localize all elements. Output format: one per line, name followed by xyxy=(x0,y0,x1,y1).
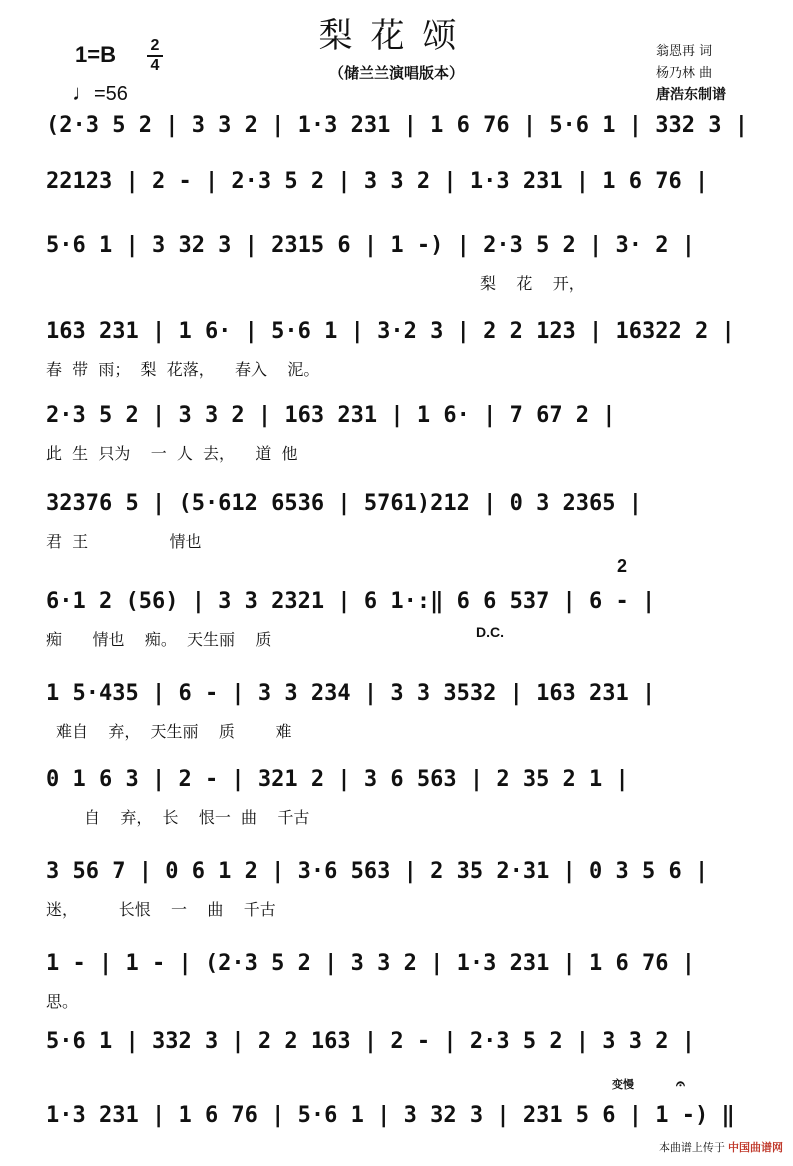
lyrics-line: 自 弃， 长 恨一 曲 千古 xyxy=(84,808,310,827)
time-signature-bottom: 4 xyxy=(150,57,160,74)
notation-line: 5·6 1 | 3 32 3 | 2315 6 | 1 -) | 2·3 5 2 | 3· 2 | xyxy=(46,233,696,258)
rit-marker: 变慢 xyxy=(612,1079,634,1091)
notation-line: 22123 | 2 - | 2·3 5 2 | 3 3 2 | 1·3 231 | 1 6 76 | xyxy=(46,169,709,194)
arranger-credit: 唐浩东制谱 xyxy=(656,87,726,103)
lyrics-line: 痴 情也 痴。 天生丽 质 xyxy=(46,630,272,649)
notation-line: 6·1 2 (56) | 3 3 2321 | 6 1·:‖ 6 6 537 | 6 - | xyxy=(46,589,656,614)
notation-line: 1 - | 1 - | (2·3 5 2 | 3 3 2 | 1·3 231 | 1 6 76 | xyxy=(46,951,696,976)
fermata-icon: 𝄐 xyxy=(676,1076,685,1093)
time-signature-top: 2 xyxy=(150,37,160,54)
lyrics-line: 春 带 雨； 梨 花落， 春入 泥。 xyxy=(46,360,320,379)
lyricist-credit: 翁恩再 词 xyxy=(656,44,713,59)
tempo-value: =56 xyxy=(94,83,128,105)
lyrics-line: 难自 弃， 天生丽 质 难 xyxy=(56,722,292,741)
notation-line: 3 56 7 | 0 6 1 2 | 3·6 563 | 2 35 2·31 | 0 3 5 6 | xyxy=(46,859,709,884)
composer-credit: 杨乃林 曲 xyxy=(656,66,713,81)
quarter-note-icon: ♩ xyxy=(72,80,94,105)
notation-line: 5·6 1 | 332 3 | 2 2 163 | 2 - | 2·3 5 2 | 3 3 2 | xyxy=(46,1029,696,1054)
lyrics-line: 此 生 只为 一 人 去， 道 他 xyxy=(46,444,298,463)
page-title: 梨花颂 xyxy=(318,16,475,56)
da-capo-marker: D.C. xyxy=(476,624,504,640)
notation-line: (2·3 5 2 | 3 3 2 | 1·3 231 | 1 6 76 | 5·6 1 | 332 3 | xyxy=(46,113,748,138)
page-subtitle: （储兰兰演唱版本） xyxy=(328,64,464,82)
lyrics-line: 君 王 情也 xyxy=(46,532,202,551)
key-signature: 1=B xyxy=(75,42,116,67)
footer-text: 本曲谱上传于 xyxy=(658,1142,725,1154)
lyrics-line: 思。 xyxy=(46,992,79,1011)
notation-line: 1·3 231 | 1 6 76 | 5·6 1 | 3 32 3 | 231 5 6 | 1 -) ‖ xyxy=(46,1103,735,1128)
lyrics-line: 梨 花 开， xyxy=(480,274,585,293)
site-logo: 中国曲谱网 xyxy=(728,1142,783,1154)
lyrics-line: 迷， 长恨 一 曲 千古 xyxy=(46,900,276,919)
time-signature xyxy=(147,38,163,74)
footer-watermark xyxy=(659,1139,783,1155)
notation-line: 1 5·435 | 6 - | 3 3 234 | 3 3 3532 | 163 231 | xyxy=(46,681,656,706)
notation-line: 0 1 6 3 | 2 - | 321 2 | 3 6 563 | 2 35 2 1 | xyxy=(46,767,629,792)
tempo-marking xyxy=(72,80,128,106)
notation-line: 2·3 5 2 | 3 3 2 | 163 231 | 1 6· | 7 67 2 | xyxy=(46,403,616,428)
notation-line: 32376 5 | (5·612 6536 | 5761)212 | 0 3 2365 | xyxy=(46,491,643,516)
volta-marker: 2 xyxy=(617,556,628,576)
notation-line: 163 231 | 1 6· | 5·6 1 | 3·2 3 | 2 2 123 | 16322 2 | xyxy=(46,319,735,344)
